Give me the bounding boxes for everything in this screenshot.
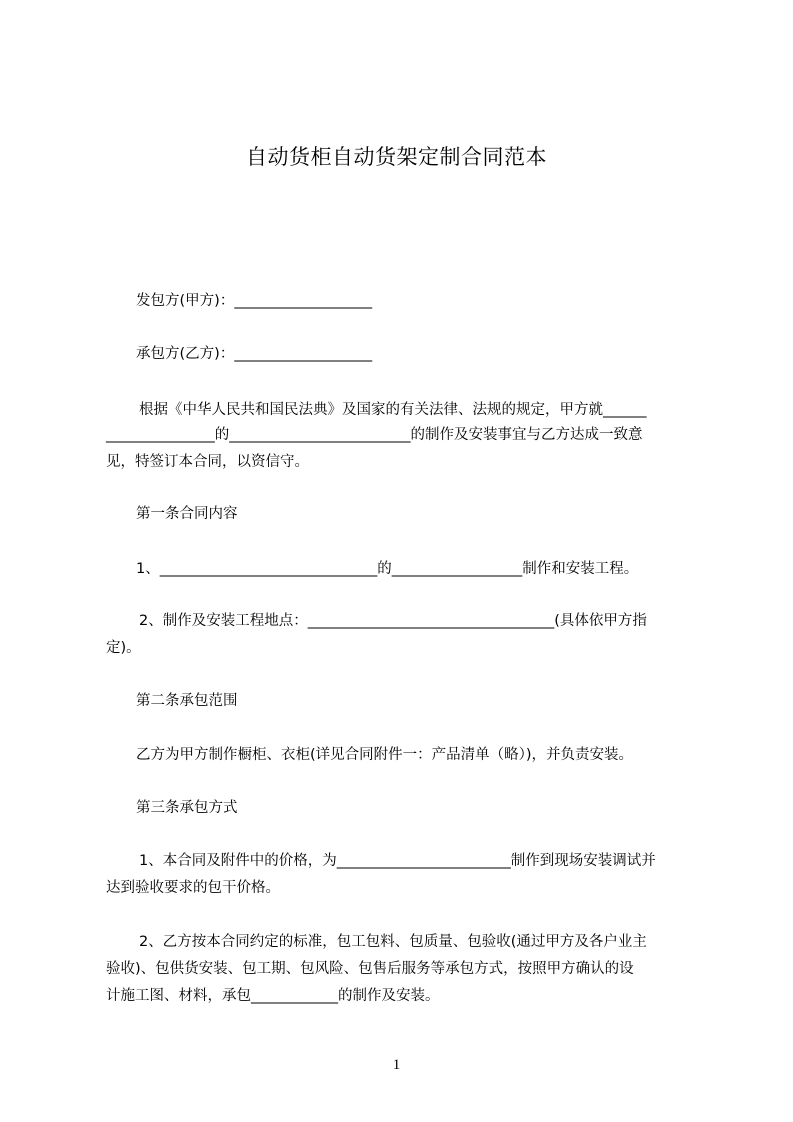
intro-line-3: 见，特签订本合同，以资信守。 — [106, 454, 309, 470]
page-number: 1 — [392, 1057, 401, 1073]
party-b-line: 承包方(乙方)：___________________ — [136, 346, 373, 362]
article-1-item-1: 1、______________________________的__________________制作和安装工程。 — [136, 561, 639, 577]
article-3-item-2-line-2: 验收)、包供货安装、包工期、包风险、包售后服务等承包方式，按照甲方确认的设 — [106, 961, 634, 977]
article-3-heading: 第三条承包方式 — [136, 800, 238, 816]
article-2-body: 乙方为甲方制作橱柜、衣柜(详见合同附件一：产品清单（略）)，并负责安装。 — [136, 747, 634, 763]
article-3-item-2-line-1: 2、乙方按本合同约定的标准，包工包料、包质量、包验收(通过甲方及各户业主 — [139, 934, 647, 950]
article-3-item-1-line-1: 1、本合同及附件中的价格，为________________________制作到现场安装调试并 — [139, 853, 656, 869]
article-2-heading: 第二条承包范围 — [136, 693, 238, 709]
article-3-item-2-line-3: 计施工图、材料，承包____________的制作及安装。 — [106, 988, 440, 1004]
article-1-item-2-line-2: 定)。 — [106, 640, 141, 656]
intro-line-1: 根据《中华人民共和国民法典》及国家的有关法律、法规的规定，甲方就______ — [139, 402, 647, 418]
intro-line-2: _______________的_________________________的制作及安装事宜与乙方达成一致意 — [106, 427, 643, 443]
article-1-heading: 第一条合同内容 — [136, 506, 238, 522]
party-a-line: 发包方(甲方)：___________________ — [136, 293, 373, 309]
document-title: 自动货柜自动货架定制合同范本 — [246, 145, 547, 169]
article-3-item-1-line-2: 达到验收要求的包干价格。 — [106, 880, 280, 896]
article-1-item-2-line-1: 2、制作及安装工程地点：__________________________________(具体依甲方指 — [139, 613, 647, 629]
